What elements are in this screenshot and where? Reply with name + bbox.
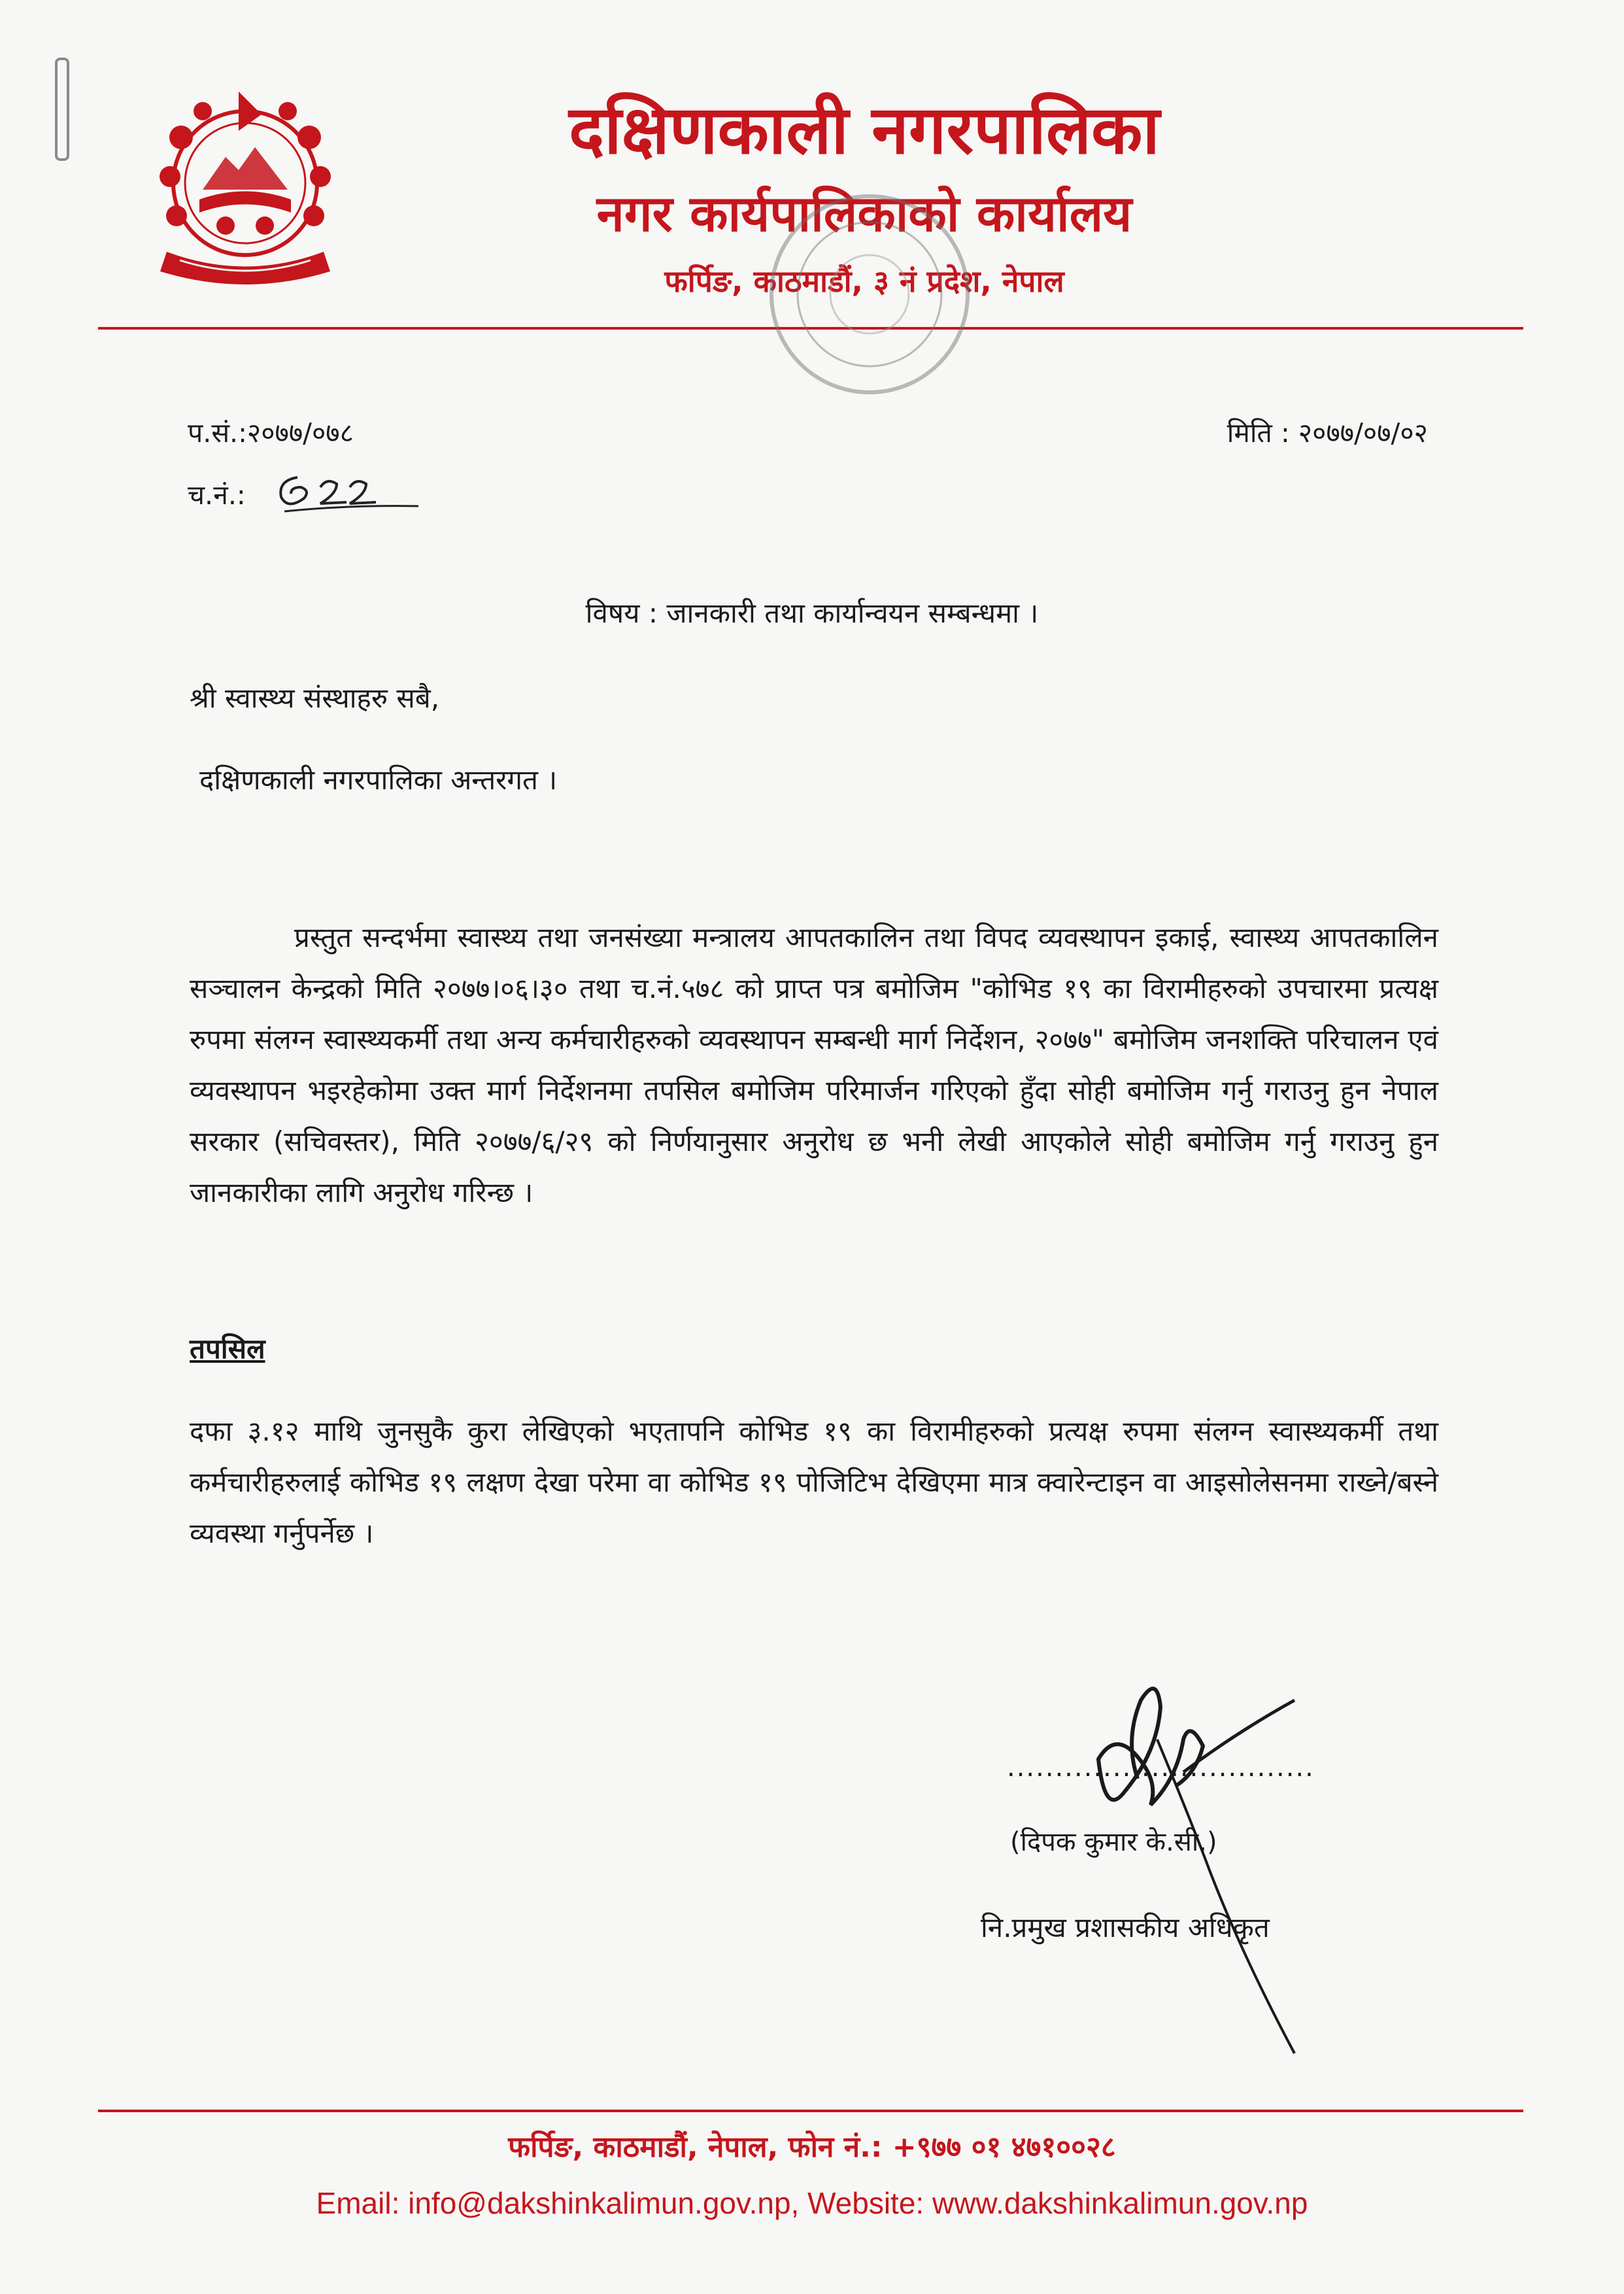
office-subtitle: नगर कार्यपालिकाको कार्यालय [596, 184, 1132, 243]
municipality-title: दक्षिणकाली नगरपालिका [569, 92, 1160, 169]
letter-date: मिति : २०७७/०७/०२ [1226, 417, 1428, 449]
office-stamp-icon [739, 163, 1000, 425]
letter-body: प्रस्तुत सन्दर्भमा स्वास्थ्य तथा जनसंख्या मन्त्रालय आपतकालिन तथा विपद व्यवस्थापन इकाई, स्वास्थ्य आपतकालिन सञ्चालन केन्द्रको मिति २०७७।०६।३० तथा च.नं.५७८ को प्राप्त पत्र बमोजिम "कोभिड १९ का विरामीहरुको उपचारमा प्रत्यक्ष रुपमा संलग्न स्वास्थ्यकर्मी तथा अन्य कर्मचारीहरुको व्यवस्थापन सम्बन्धी मार्ग निर्देशन, २०७७" बमोजिम जनशक्ति परिचालन एवं व्यवस्थापन भइरहेकोमा उक्त मार्ग निर्देशनमा तपसिल बमोजिम परिमार्जन गरिएको हुँदा सोही बमोजिम गर्नु गराउनु हुन नेपाल सरकार (सचिवस्तर), मिति २०७७/६/२९ को निर्णयानुसार अनुरोध छ भनी लेखी आएकोले सोही बमोजिम गर्नु गराउनु हुन जानकारीका लागि अनुरोध गरिन्छ । [190, 921, 1438, 1208]
subject-line: विषय : जानकारी तथा कार्यान्वयन सम्बन्धमा । [585, 597, 1039, 629]
tapasil-heading: तपसिल [190, 1333, 265, 1365]
signature-line: ................................ [1007, 1753, 1315, 1783]
recipient-line-1: श्री स्वास्थ्य संस्थाहरु सबै, [190, 682, 440, 714]
recipient-line-2: दक्षिणकाली नगरपालिका अन्तरगत । [199, 764, 558, 796]
signatory-designation: नि.प्रमुख प्रशासकीय अधिकृत [981, 1911, 1270, 1943]
signatory-name: (दिपक कुमार के.सी.) [1010, 1827, 1217, 1857]
dispatch-number-label: च.नं.: [188, 479, 246, 511]
tapasil-text: दफा ३.१२ माथि जुनसुकै कुरा लेखिएको भएतापनि कोभिड १९ का विरामीहरुको प्रत्यक्ष रुपमा संलग्न स्वास्थ्यकर्मी तथा कर्मचारीहरुलाई कोभिड १९ लक्षण देखा परेमा वा कोभिड १९ पोजिटिभ देखिएमा मात्र क्वारेन्टाइन वा आइसोलेसनमा राख्ने/बस्ने व्यवस्था गर्नुपर्नेछ । [190, 1415, 1438, 1549]
office-address: फर्पिङ, काठमाडौं, ३ नं प्रदेश, नेपाल [664, 264, 1064, 299]
footer-address-phone: फर्पिङ, काठमाडौं, नेपाल, फोन नं.: +९७७ ०१ ४७१००२८ [508, 2131, 1116, 2164]
handwritten-dispatch-number-icon [271, 458, 422, 517]
footer-divider [98, 2110, 1523, 2112]
footer-contact: Email: info@dakshinkalimun.gov.np, Website: www.dakshinkalimun.gov.np [316, 2186, 1308, 2220]
signature-icon [1046, 1661, 1347, 2080]
reference-number: प.सं.:२०७७/०७८ [188, 417, 354, 449]
